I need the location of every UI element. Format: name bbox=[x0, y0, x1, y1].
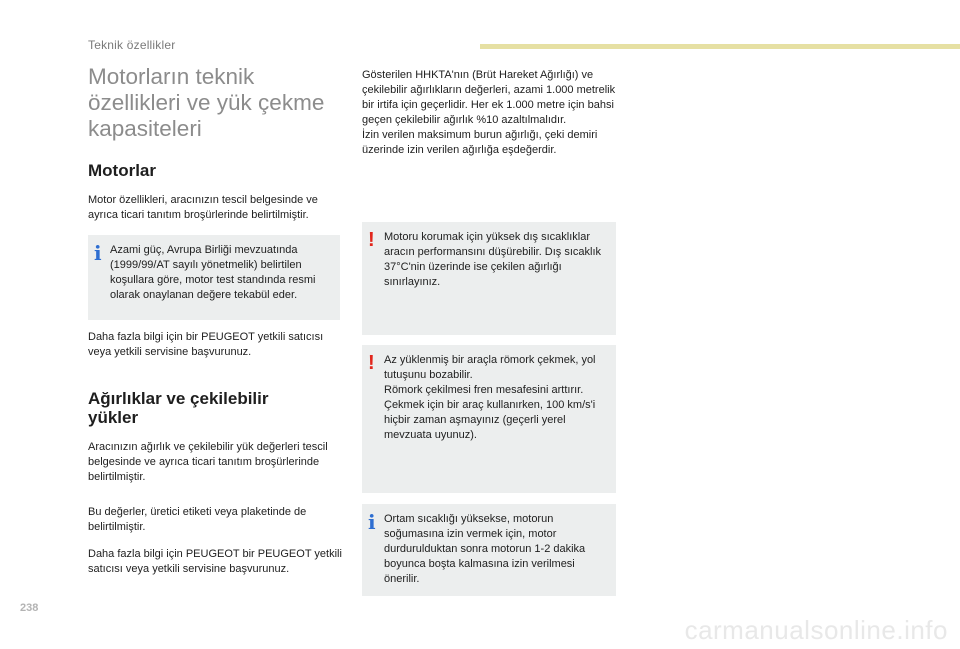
left-column-lower bbox=[88, 330, 344, 577]
right-column bbox=[362, 68, 617, 158]
warning-icon: ! bbox=[368, 229, 375, 251]
more-info-text-1: Daha fazla bilgi için bir PEUGEOT yetkili satıcısı veya yetkili servisine başvurunuz. bbox=[88, 331, 324, 358]
warning-box-towing bbox=[362, 345, 616, 493]
motorlar-text: Motor özellikleri, aracınızın tescil belgesinde ve ayrıca ticari tanıtım broşürlerinde belirtilmiştir. bbox=[88, 194, 318, 221]
nose-weight-text: İzin verilen maksimum burun ağırlığı, çeki demiri üzerinde izin verilen ağırlığa eşdeğerdir. bbox=[362, 129, 598, 156]
info-box-cooling-text: Ortam sıcaklığı yüksekse, motorun soğumasına izin vermek için, motor durdurulduktan sonra motorun 1-2 dakika boyunca boşta kalmasına izin verilmesi önerilir. bbox=[384, 513, 586, 585]
weights-heading-line-2: yükler bbox=[88, 408, 139, 427]
page-title-line-3: kapasiteleri bbox=[88, 116, 202, 141]
weights-text-2: Bu değerler, üretici etiketi veya plaketinde de belirtilmiştir. bbox=[88, 506, 307, 533]
info-icon: i bbox=[94, 241, 102, 265]
page-title-line-1: Motorların teknik bbox=[88, 64, 255, 89]
warning-box-towing-text-1: Az yüklenmiş bir araçla römork çekmek, yol tutuşunu bozabilir. bbox=[384, 354, 596, 381]
info-box-power bbox=[88, 235, 340, 320]
watermark: carmanualsonline.info bbox=[684, 615, 948, 645]
warning-icon: ! bbox=[368, 352, 375, 374]
weights-heading bbox=[88, 389, 344, 427]
page-number: 238 bbox=[20, 602, 39, 614]
motorlar-heading: Motorlar bbox=[88, 161, 156, 180]
weights-text-1: Aracınızın ağırlık ve çekilebilir yük değerleri tescil belgesinde ve ayrıca ticari tanıtım broşürlerinde belirtilmiştir. bbox=[88, 441, 328, 483]
more-info-text-2: Daha fazla bilgi için PEUGEOT bir PEUGEOT yetkili satıcısı veya yetkili servisine başvurunuz. bbox=[88, 548, 342, 575]
header-accent-bar bbox=[480, 44, 960, 49]
altitude-text: Gösterilen HHKTA'nın (Brüt Hareket Ağırlığı) ve çekilebilir ağırlıkların değerleri, azami 1.000 metrelik bir irtifa için geçerlidir. Her ek 1.000 metre için bahsi geçen çekilebilir ağırlık %10 azaltılmalıdır. bbox=[362, 69, 616, 126]
section-header-label: Teknik özellikler bbox=[88, 38, 176, 52]
warning-box-temperature bbox=[362, 222, 616, 335]
page-title-line-2: özellikleri ve yük çekme bbox=[88, 90, 325, 115]
info-box-power-text: Azami güç, Avrupa Birliği mevzuatında (1999/99/AT sayılı yönetmelik) belirtilen koşullara göre, motor test standında resmi olarak onaylanan değere tekabül eder. bbox=[110, 244, 316, 301]
warning-box-temperature-text: Motoru korumak için yüksek dış sıcaklıklar aracın performansını düşürebilir. Dış sıcaklık 37°C'nin üzerinde ise çekilen ağırlığı sınırlayınız. bbox=[384, 231, 602, 288]
left-column bbox=[88, 64, 344, 223]
warning-box-towing-text-3: Çekmek için bir araç kullanırken, 100 km/s'i hiçbir zaman aşmayınız (geçerli yerel mevzuata uyunuz). bbox=[384, 399, 596, 441]
info-box-cooling bbox=[362, 504, 616, 596]
page-title bbox=[88, 64, 344, 142]
warning-box-towing-text-2: Römork çekilmesi fren mesafesini arttırır. bbox=[384, 384, 584, 396]
info-icon: i bbox=[368, 510, 376, 534]
weights-heading-line-1: Ağırlıklar ve çekilebilir bbox=[88, 389, 269, 408]
